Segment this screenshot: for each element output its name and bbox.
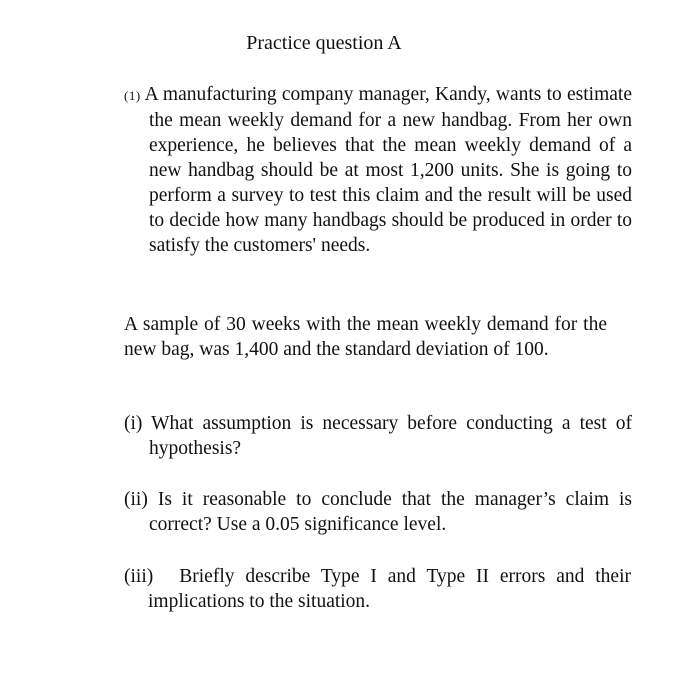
sample-paragraph: A sample of 30 weeks with the mean weekly demand for the new bag, was 1,400 and the standard deviation of 100. <box>124 314 607 360</box>
sub-question-iii-text: Briefly describe Type I and Type II errors and their implications to the situation. <box>148 566 631 612</box>
question-1-text: A manufacturing company manager, Kandy, wants to estimate the mean weekly demand for a new handbag. From her own experience, he believes that the mean weekly demand of a new handbag should be at most 1,200 units. She is going to perform a survey to test this claim and the result will be used to decide how many handbags should be produced in order to satisfy the customers' needs. <box>144 84 632 256</box>
sub-question-ii-number: (ii) <box>124 489 148 510</box>
question-1-number: (1) <box>124 88 141 103</box>
sub-question-ii <box>124 487 632 537</box>
sub-question-i-text: What assumption is necessary before conducting a test of hypothesis? <box>149 413 633 459</box>
sub-question-i <box>124 411 632 461</box>
sub-question-iii-number: (iii) <box>124 566 154 587</box>
page-title: Practice question A <box>246 32 402 54</box>
sub-question-iii <box>124 564 631 614</box>
question-1-paragraph <box>124 82 632 258</box>
sub-question-ii-text: Is it reasonable to conclude that the manager’s claim is correct? Use a 0.05 significance level. <box>149 489 633 535</box>
sub-question-i-number: (i) <box>124 413 143 434</box>
